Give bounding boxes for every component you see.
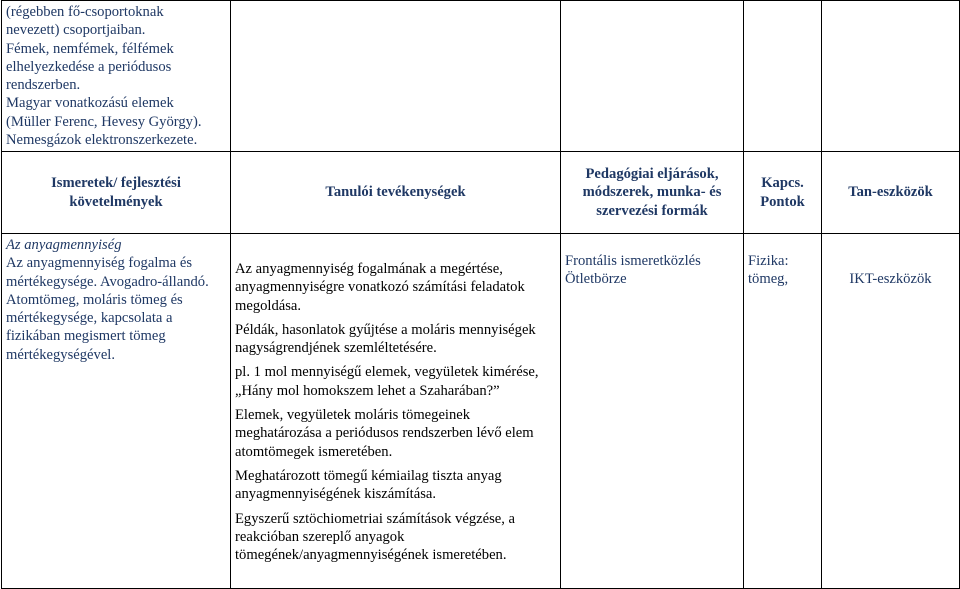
prev-topic-cell: [2, 1, 231, 152]
topic-text: Az anyagmennyiség fogalma és mértékegysége. Avogadro-állandó. Atomtömeg, moláris tömeg és mértékegysége, kapcsolata a fizikában megismert tömeg mértékegységével.: [6, 255, 209, 363]
header-methods: Pedagógiai eljárások, módszerek, munka- és szervezési formák: [561, 152, 744, 234]
activity-item: Az anyagmennyiség fogalmának a megértése, anyagmennyiségre vonatkozó számítási feladatok megoldása.: [235, 261, 525, 314]
prev-topic-line: (Müller Ferenc, Hevesy György).: [6, 113, 202, 130]
topic-title: Az anyagmennyiség: [6, 237, 122, 253]
tools-cell: [822, 234, 960, 589]
activity-item: Példák, hasonlatok gyűjtése a moláris mennyiségek nagyságrendjének szemléltetésére.: [235, 321, 536, 357]
table-header-row: [2, 152, 960, 234]
connections-cell: [744, 234, 822, 589]
header-activities: Tanulói tevékenységek: [231, 152, 561, 234]
header-knowledge: Ismeretek/ fejlesztési követelmények: [2, 152, 231, 234]
method-item: Ötletbörze: [565, 271, 627, 288]
header-tools: Tan-eszközök: [822, 152, 960, 234]
activity-item: Meghatározott tömegű kémiailag tiszta anyag anyagmennyiségének kiszámítása.: [235, 467, 502, 503]
activity-item: pl. 1 mol mennyiségű elemek, vegyületek kimérése, „Hány mol homokszem lehet a Szaharában?”: [235, 364, 539, 399]
activities-cell: [231, 234, 561, 589]
connection-item: Fizika:: [748, 253, 789, 269]
curriculum-table: [1, 0, 960, 589]
prev-topic-line: nevezett) csoportjaiban.: [6, 22, 146, 39]
prev-topic-line: Fémek, nemfémek, félfémek: [6, 40, 174, 57]
activity-item: Elemek, vegyületek moláris tömegeinek meghatározása a periódusos rendszerben lévő elem atomtömegek ismeretében.: [235, 407, 534, 460]
method-item: Frontális ismeretközlés: [565, 253, 701, 269]
topic-cell: [2, 234, 231, 589]
methods-cell: [561, 234, 744, 589]
table-row-content: [2, 234, 960, 589]
prev-connections-cell: [744, 1, 822, 152]
prev-activities-cell: [231, 1, 561, 152]
prev-methods-cell: [561, 1, 744, 152]
prev-topic-line: Nemesgázok elektronszerkezete.: [6, 132, 198, 149]
prev-topic-line: Magyar vonatkozású elemek: [6, 95, 174, 112]
prev-topic-line: (régebben fő-csoportoknak: [6, 4, 164, 20]
prev-topic-line: rendszerben.: [6, 77, 81, 94]
header-connections: Kapcs. Pontok: [744, 152, 822, 234]
activity-item: Egyszerű sztöchiometriai számítások végzése, a reakcióban szereplő anyagok tömegének/anyagmennyiségének ismeretében.: [235, 510, 516, 564]
connection-item: tömeg,: [748, 271, 789, 288]
prev-tools-cell: [822, 1, 960, 152]
table-row-top: [2, 1, 960, 152]
prev-topic-line: elhelyezkedése a periódusos: [6, 58, 172, 75]
tool-item: IKT-eszközök: [849, 271, 932, 287]
